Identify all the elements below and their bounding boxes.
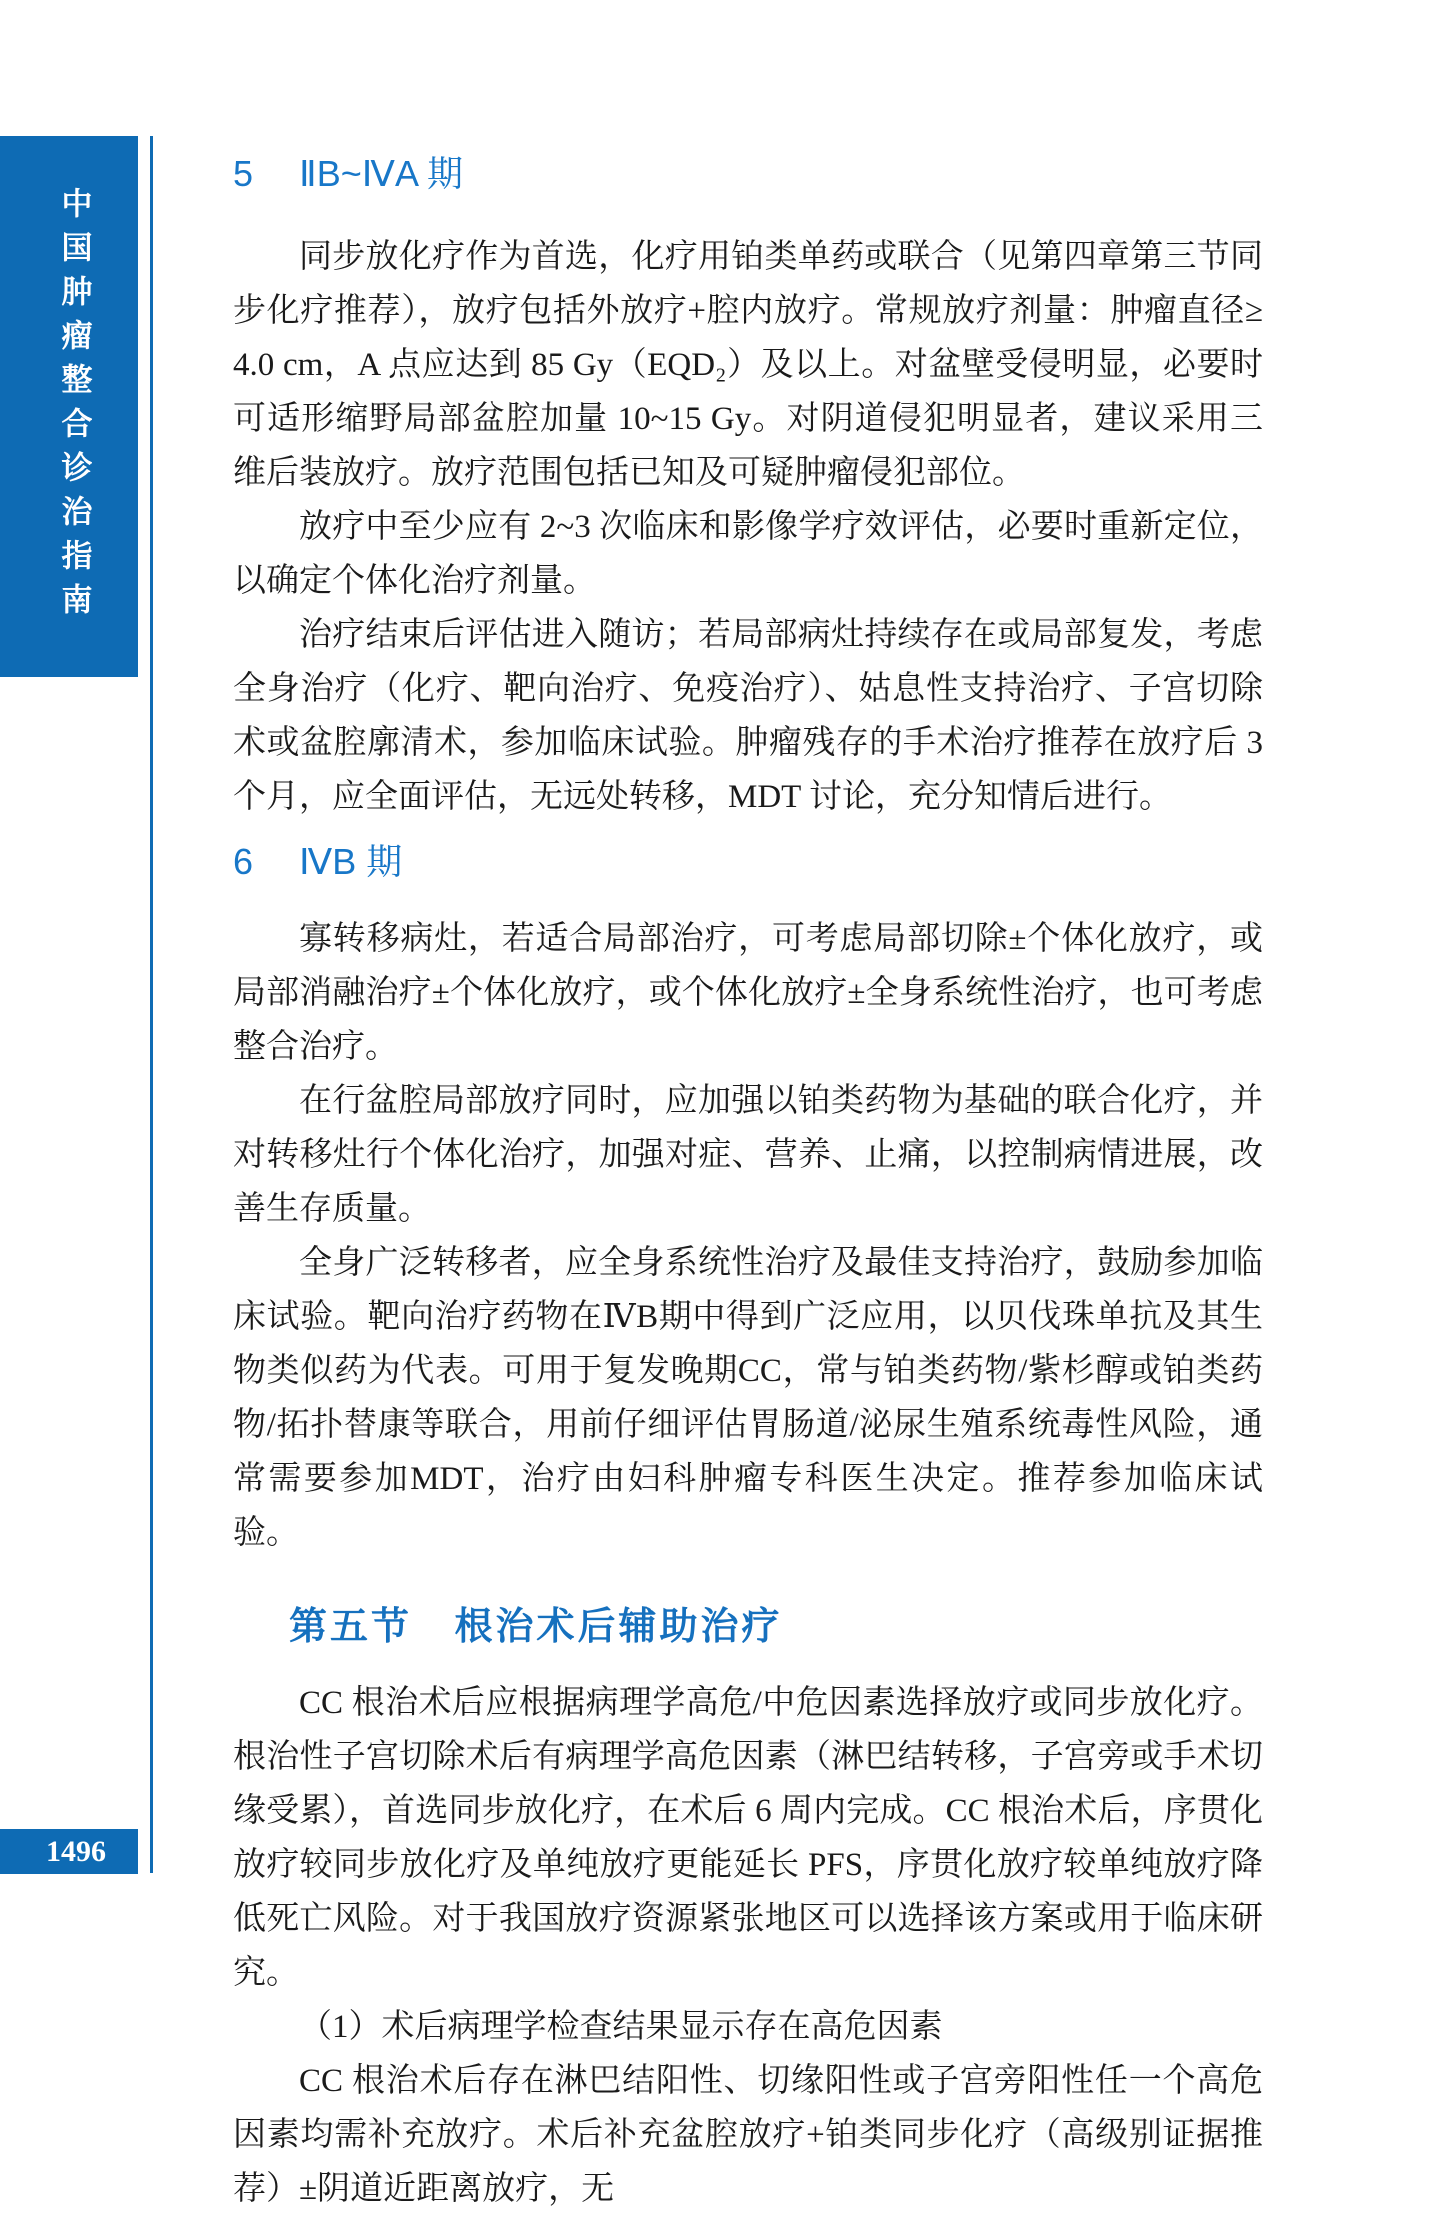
sidebar-rule (150, 136, 153, 1873)
sidebar-band (0, 136, 138, 677)
heading-number: 5 (233, 153, 254, 194)
section-heading-5 (233, 152, 1263, 196)
paragraph-subhead: （1）术后病理学检查结果显示存在高危因素 (299, 2009, 943, 2045)
heading-title: ⅣB 期 (299, 841, 403, 882)
heading-number: 6 (233, 841, 254, 882)
page-content (233, 0, 1263, 2216)
paragraph: 全身广泛转移者，应全身系统性治疗及最佳支持治疗，鼓励参加临床试验。靶向治疗药物在ⅣB期中得到广泛应用，以贝伐珠单抗及其生物类似药为代表。可用于复发晚期CC，常与铂类药物/紫杉醇或铂类药物/拓扑替康等联合，用前仔细评估胃肠道/泌尿生殖系统毒性风险，通常需要参加MDT，治疗由妇科肿瘤专科医生决定。推荐参加临床试验。 (233, 1245, 1263, 1551)
paragraph: 同步放化疗作为首选，化疗用铂类单药或联合（见第四章第三节同步化疗推荐），放疗包括外放疗+腔内放疗。常规放疗剂量：肿瘤直径≥4.0 cm，A 点应达到 85 Gy（EQD₂）及以上。对盆壁受侵明显，必要时可适形缩野局部盆腔加量 10~15 Gy。对阴道侵犯明显者，建议采用三维后装放疗。放疗范围包括已知及可疑肿瘤侵犯部位。 (233, 239, 1263, 491)
section-title-text: 根治术后辅助治疗 (454, 1606, 783, 1648)
paragraph: 寡转移病灶，若适合局部治疗，可考虑局部切除±个体化放疗，或局部消融治疗±个体化放疗，或个体化放疗±全身系统性治疗，也可考虑整合治疗。 (233, 921, 1263, 1065)
chapter-section-title (289, 1602, 1263, 1652)
paragraph: 治疗结束后评估进入随访；若局部病灶持续存在或局部复发，考虑全身治疗（化疗、靶向治疗、免疫治疗）、姑息性支持治疗、子宫切除术或盆腔廓清术，参加临床试验。肿瘤残存的手术治疗推荐在放疗后 3 个月，应全面评估，无远处转移，MDT 讨论，充分知情后进行。 (233, 617, 1263, 815)
paragraph: CC 根治术后应根据病理学高危/中危因素选择放疗或同步放化疗。根治性子宫切除术后有病理学高危因素（淋巴结转移，子宫旁或手术切缘受累），首选同步放化疗，在术后 6 周内完成。CC 根治术后，序贯化放疗较同步放化疗及单纯放疗更能延长 PFS，序贯化放疗较单纯放疗降低死亡风险。对于我国放疗资源紧张地区可以选择该方案或用于临床研究。 (233, 1685, 1263, 1991)
page-number-badge: 1496 (0, 1829, 138, 1874)
section-heading-6 (233, 840, 1263, 884)
section-label: 第五节 (289, 1606, 413, 1648)
heading-title: ⅡB~ⅣA 期 (299, 153, 464, 194)
book-title-vertical: 中国肿瘤整合诊治指南 (56, 186, 92, 627)
paragraph: 在行盆腔局部放疗同时，应加强以铂类药物为基础的联合化疗，并对转移灶行个体化治疗，加强对症、营养、止痛，以控制病情进展，改善生存质量。 (233, 1083, 1263, 1227)
paragraph: CC 根治术后存在淋巴结阳性、切缘阳性或子宫旁阳性任一个高危因素均需补充放疗。术后补充盆腔放疗+铂类同步化疗（高级别证据推荐）±阴道近距离放疗，无 (233, 2063, 1263, 2207)
paragraph: 放疗中至少应有 2~3 次临床和影像学疗效评估，必要时重新定位，以确定个体化治疗剂量。 (233, 509, 1263, 599)
